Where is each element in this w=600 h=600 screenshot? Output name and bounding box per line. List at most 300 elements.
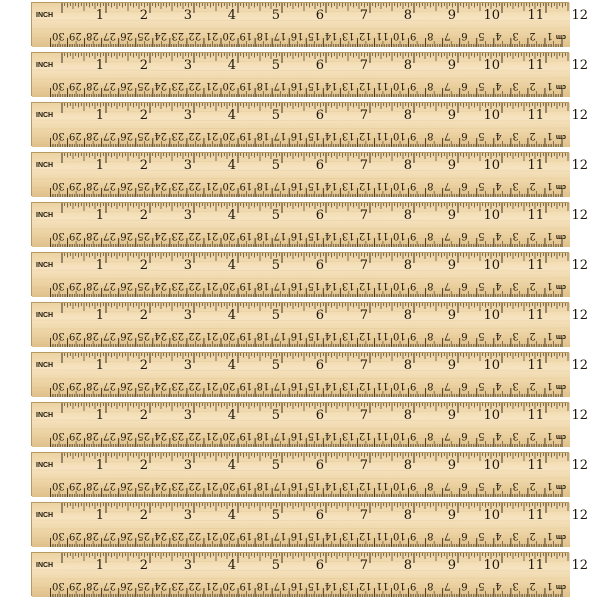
inch-number: 12 [571,108,588,123]
cm-number: 10 [393,130,406,141]
cm-number: 26 [120,330,133,341]
cm-number: 4 [495,180,502,191]
ruler [31,152,588,196]
inch-number: 3 [183,258,192,273]
cm-number: 7 [444,330,451,341]
cm-number: 30 [52,130,65,141]
ruler-graphic [32,3,588,47]
cm-number: 14 [324,430,338,441]
inch-number: 11 [527,308,544,323]
cm-number: 7 [444,380,451,391]
cm-number: 15 [307,230,321,241]
inch-number: 1 [95,308,104,323]
inch-number: 6 [315,358,324,373]
cm-number: 24 [154,130,168,141]
cm-number: 22 [188,230,202,241]
cm-number: 25 [137,130,150,141]
inch-number: 3 [183,408,192,423]
ruler [31,102,588,146]
cm-number: 28 [86,130,99,141]
cm-number: 10 [393,330,406,341]
cm-number: 8 [427,180,434,191]
cm-number: 2 [529,130,536,141]
cm-number: 24 [154,380,168,391]
inch-number: 7 [359,58,368,73]
cm-number: 27 [103,30,116,41]
cm-number: 3 [512,280,519,291]
cm-number: 24 [154,330,168,341]
cm-number: 18 [256,130,270,141]
inch-number: 7 [359,108,368,123]
cm-number: 4 [495,330,502,341]
cm-number: 28 [86,380,99,391]
cm-number: 23 [171,330,185,341]
inch-number: 7 [359,358,368,373]
cm-number: 21 [205,430,219,441]
inch-number: 9 [447,158,456,173]
cm-number: 2 [529,280,536,291]
ruler-graphic [32,353,588,397]
cm-number: 2 [529,330,536,341]
cm-number: 14 [324,180,338,191]
inch-number: 5 [271,158,280,173]
cm-number: 26 [120,130,133,141]
inch-number: 5 [271,358,280,373]
cm-number: 7 [444,430,451,441]
cm-number: 4 [495,30,502,41]
cm-number: 20 [222,430,236,441]
cm-number: 10 [393,430,406,441]
inch-number: 7 [359,308,368,323]
cm-number: 3 [512,130,519,141]
cm-number: 17 [273,180,287,191]
ruler-graphic [32,203,588,247]
cm-number: 23 [171,180,185,191]
inch-number: 10 [483,158,500,173]
cm-number: 20 [222,280,236,291]
inch-unit-label: INCH [36,462,54,469]
cm-number: 5 [478,180,485,191]
cm-number: 3 [512,230,519,241]
cm-number: 6 [461,180,468,191]
cm-number: 1 [546,330,553,341]
inch-number: 5 [271,58,280,73]
inch-number: 1 [95,258,104,273]
inch-number: 1 [95,358,104,373]
inch-number: 5 [271,8,280,23]
cm-number: 12 [358,180,372,191]
cm-number: 2 [529,180,536,191]
cm-number: 25 [137,430,150,441]
cm-number: 3 [512,180,519,191]
cm-number: 6 [461,330,468,341]
inch-unit-label: INCH [36,412,54,419]
cm-number: 11 [375,280,389,291]
inch-number: 1 [95,58,104,73]
cm-number: 23 [171,430,185,441]
inch-number: 6 [315,158,324,173]
cm-number: 15 [307,280,321,291]
cm-number: 15 [307,430,321,441]
cm-number: 6 [461,130,468,141]
ruler-graphic [32,53,588,97]
inch-number: 9 [447,258,456,273]
cm-number: 18 [256,30,270,41]
cm-number: 11 [375,130,389,141]
cm-unit-label: cm [555,383,566,390]
cm-number: 7 [444,280,451,291]
cm-number: 16 [290,380,304,391]
inch-number: 12 [571,358,588,373]
cm-number: 28 [86,80,99,91]
cm-number: 13 [341,180,355,191]
cm-number: 12 [358,30,372,41]
cm-number: 19 [239,80,253,91]
cm-number: 13 [341,30,355,41]
ruler-graphic [32,453,588,497]
inch-number: 6 [315,258,324,273]
inch-number: 11 [527,58,544,73]
cm-number: 30 [52,30,65,41]
cm-number: 21 [205,80,219,91]
cm-number: 27 [103,80,116,91]
cm-number: 9 [410,380,417,391]
cm-number: 7 [444,80,451,91]
ruler [31,402,588,446]
cm-number: 25 [137,180,150,191]
cm-number: 12 [358,280,372,291]
cm-number: 2 [529,380,536,391]
cm-number: 28 [86,30,99,41]
cm-number: 21 [205,130,219,141]
cm-number: 6 [461,80,468,91]
cm-number: 27 [103,280,116,291]
cm-number: 27 [103,180,116,191]
inch-number: 5 [271,408,280,423]
inch-number: 3 [183,58,192,73]
inch-number: 10 [483,408,500,423]
inch-number: 4 [227,158,236,173]
inch-number: 2 [139,8,148,23]
cm-number: 15 [307,330,321,341]
cm-number: 24 [154,80,168,91]
cm-number: 6 [461,380,468,391]
cm-number: 8 [427,80,434,91]
cm-number: 13 [341,380,355,391]
inch-number: 6 [315,58,324,73]
inch-number: 8 [403,258,412,273]
cm-number: 5 [478,330,485,341]
inch-number: 5 [271,308,280,323]
inch-number: 8 [403,408,412,423]
cm-number: 8 [427,330,434,341]
inch-number: 9 [447,408,456,423]
cm-number: 15 [307,380,321,391]
cm-number: 23 [171,130,185,141]
cm-number: 8 [427,430,434,441]
inch-number: 7 [359,408,368,423]
inch-number: 9 [447,358,456,373]
cm-number: 21 [205,330,219,341]
inch-number: 3 [183,208,192,223]
cm-number: 13 [341,330,355,341]
inch-number: 11 [527,258,544,273]
ruler-graphic [32,403,588,447]
cm-number: 16 [290,180,304,191]
cm-number: 1 [546,380,553,391]
cm-number: 7 [444,230,451,241]
ruler [31,2,588,46]
cm-number: 8 [427,280,434,291]
cm-number: 21 [205,180,219,191]
cm-number: 16 [290,230,304,241]
inch-number: 2 [139,408,148,423]
cm-number: 29 [69,80,82,91]
cm-number: 16 [290,330,304,341]
cm-number: 12 [358,380,372,391]
cm-number: 6 [461,30,468,41]
inch-unit-label: INCH [36,62,54,69]
cm-number: 29 [69,280,82,291]
inch-number: 10 [483,308,500,323]
ruler-graphic [32,253,588,297]
cm-number: 16 [290,30,304,41]
cm-number: 21 [205,30,219,41]
cm-number: 26 [120,30,133,41]
cm-number: 9 [410,130,417,141]
cm-number: 22 [188,130,202,141]
cm-number: 6 [461,280,468,291]
inch-number: 4 [227,258,236,273]
inch-number: 8 [403,358,412,373]
cm-number: 27 [103,230,116,241]
cm-number: 5 [478,430,485,441]
inch-number: 3 [183,108,192,123]
cm-number: 28 [86,230,99,241]
cm-number: 14 [324,280,338,291]
inch-number: 9 [447,108,456,123]
cm-number: 22 [188,280,202,291]
cm-unit-label: cm [555,433,566,440]
cm-number: 29 [69,30,82,41]
cm-number: 14 [324,30,338,41]
cm-number: 13 [341,130,355,141]
cm-number: 11 [375,180,389,191]
cm-number: 26 [120,230,133,241]
cm-number: 8 [427,380,434,391]
cm-number: 21 [205,380,219,391]
cm-number: 23 [171,30,185,41]
inch-number: 5 [271,108,280,123]
cm-number: 18 [256,280,270,291]
cm-number: 28 [86,280,99,291]
inch-unit-label: INCH [36,162,54,169]
inch-number: 7 [359,8,368,23]
cm-number: 19 [239,230,253,241]
cm-unit-label: cm [555,283,566,290]
inch-number: 11 [527,158,544,173]
inch-number: 10 [483,208,500,223]
cm-number: 3 [512,80,519,91]
ruler [31,202,588,246]
inch-number: 12 [571,408,588,423]
cm-number: 19 [239,380,253,391]
cm-number: 19 [239,280,253,291]
cm-number: 18 [256,330,270,341]
cm-number: 29 [69,430,82,441]
cm-number: 8 [427,30,434,41]
inch-number: 12 [571,158,588,173]
inch-number: 1 [95,408,104,423]
cm-number: 14 [324,80,338,91]
cm-number: 9 [410,280,417,291]
cm-number: 12 [358,230,372,241]
cm-number: 13 [341,430,355,441]
cm-number: 9 [410,180,417,191]
cm-number: 25 [137,30,150,41]
inch-number: 9 [447,308,456,323]
cm-number: 2 [529,230,536,241]
cm-number: 17 [273,130,287,141]
inch-number: 10 [483,108,500,123]
cm-number: 11 [375,230,389,241]
cm-number: 4 [495,130,502,141]
inch-number: 11 [527,408,544,423]
cm-number: 18 [256,230,270,241]
cm-number: 23 [171,380,185,391]
cm-number: 16 [290,130,304,141]
cm-number: 20 [222,130,236,141]
cm-number: 17 [273,330,287,341]
cm-number: 19 [239,430,253,441]
inch-number: 4 [227,58,236,73]
cm-number: 15 [307,30,321,41]
ruler [31,452,588,496]
cm-number: 24 [154,230,168,241]
inch-unit-label: INCH [36,12,54,19]
cm-number: 13 [341,80,355,91]
inch-number: 12 [571,58,588,73]
cm-number: 9 [410,330,417,341]
inch-number: 6 [315,8,324,23]
inch-number: 3 [183,8,192,23]
cm-number: 5 [478,230,485,241]
cm-number: 28 [86,330,99,341]
cm-number: 17 [273,280,287,291]
cm-number: 2 [529,430,536,441]
inch-number: 7 [359,208,368,223]
cm-number: 22 [188,30,202,41]
cm-number: 11 [375,430,389,441]
cm-number: 25 [137,80,150,91]
cm-number: 3 [512,380,519,391]
cm-number: 24 [154,430,168,441]
cm-number: 30 [52,430,65,441]
cm-number: 30 [52,280,65,291]
cm-number: 20 [222,330,236,341]
cm-number: 10 [393,80,406,91]
cm-number: 8 [427,130,434,141]
cm-number: 9 [410,230,417,241]
cm-number: 12 [358,130,372,141]
inch-number: 4 [227,408,236,423]
cm-number: 4 [495,80,502,91]
inch-number: 8 [403,158,412,173]
cm-number: 11 [375,30,389,41]
inch-number: 2 [139,308,148,323]
cm-number: 18 [256,430,270,441]
cm-number: 27 [103,380,116,391]
cm-number: 1 [546,130,553,141]
inch-number: 8 [403,58,412,73]
inch-number: 2 [139,258,148,273]
cm-number: 26 [120,280,133,291]
cm-number: 30 [52,80,65,91]
cm-number: 20 [222,180,236,191]
inch-number: 10 [483,358,500,373]
ruler-graphic [32,103,588,147]
cm-number: 7 [444,130,451,141]
cm-number: 27 [103,130,116,141]
cm-number: 10 [393,30,406,41]
cm-number: 21 [205,280,219,291]
cm-number: 21 [205,230,219,241]
cm-number: 1 [546,30,553,41]
cm-unit-label: cm [555,183,566,190]
cm-number: 23 [171,230,185,241]
cm-number: 2 [529,30,536,41]
cm-number: 5 [478,380,485,391]
cm-number: 29 [69,380,82,391]
inch-number: 1 [95,108,104,123]
cm-unit-label: cm [555,83,566,90]
inch-number: 12 [571,258,588,273]
inch-unit-label: INCH [36,112,54,119]
inch-number: 10 [483,58,500,73]
cm-number: 26 [120,430,133,441]
inch-number: 2 [139,58,148,73]
cm-number: 23 [171,280,185,291]
cm-number: 24 [154,180,168,191]
cm-number: 30 [52,380,65,391]
ruler [31,52,588,96]
inch-number: 2 [139,208,148,223]
cm-number: 3 [512,330,519,341]
cm-number: 22 [188,380,202,391]
inch-number: 12 [571,308,588,323]
cm-number: 29 [69,330,82,341]
cm-number: 28 [86,430,99,441]
cm-number: 17 [273,80,287,91]
cm-number: 28 [86,180,99,191]
inch-number: 11 [527,208,544,223]
inch-number: 9 [447,58,456,73]
cm-number: 30 [52,230,65,241]
inch-unit-label: INCH [36,212,54,219]
cm-number: 23 [171,80,185,91]
inch-number: 11 [527,108,544,123]
cm-number: 14 [324,230,338,241]
inch-number: 3 [183,158,192,173]
cm-number: 24 [154,30,168,41]
inch-number: 7 [359,258,368,273]
cm-number: 5 [478,280,485,291]
cm-number: 30 [52,330,65,341]
inch-number: 8 [403,208,412,223]
inch-number: 11 [527,358,544,373]
cm-number: 1 [546,230,553,241]
cm-number: 10 [393,230,406,241]
